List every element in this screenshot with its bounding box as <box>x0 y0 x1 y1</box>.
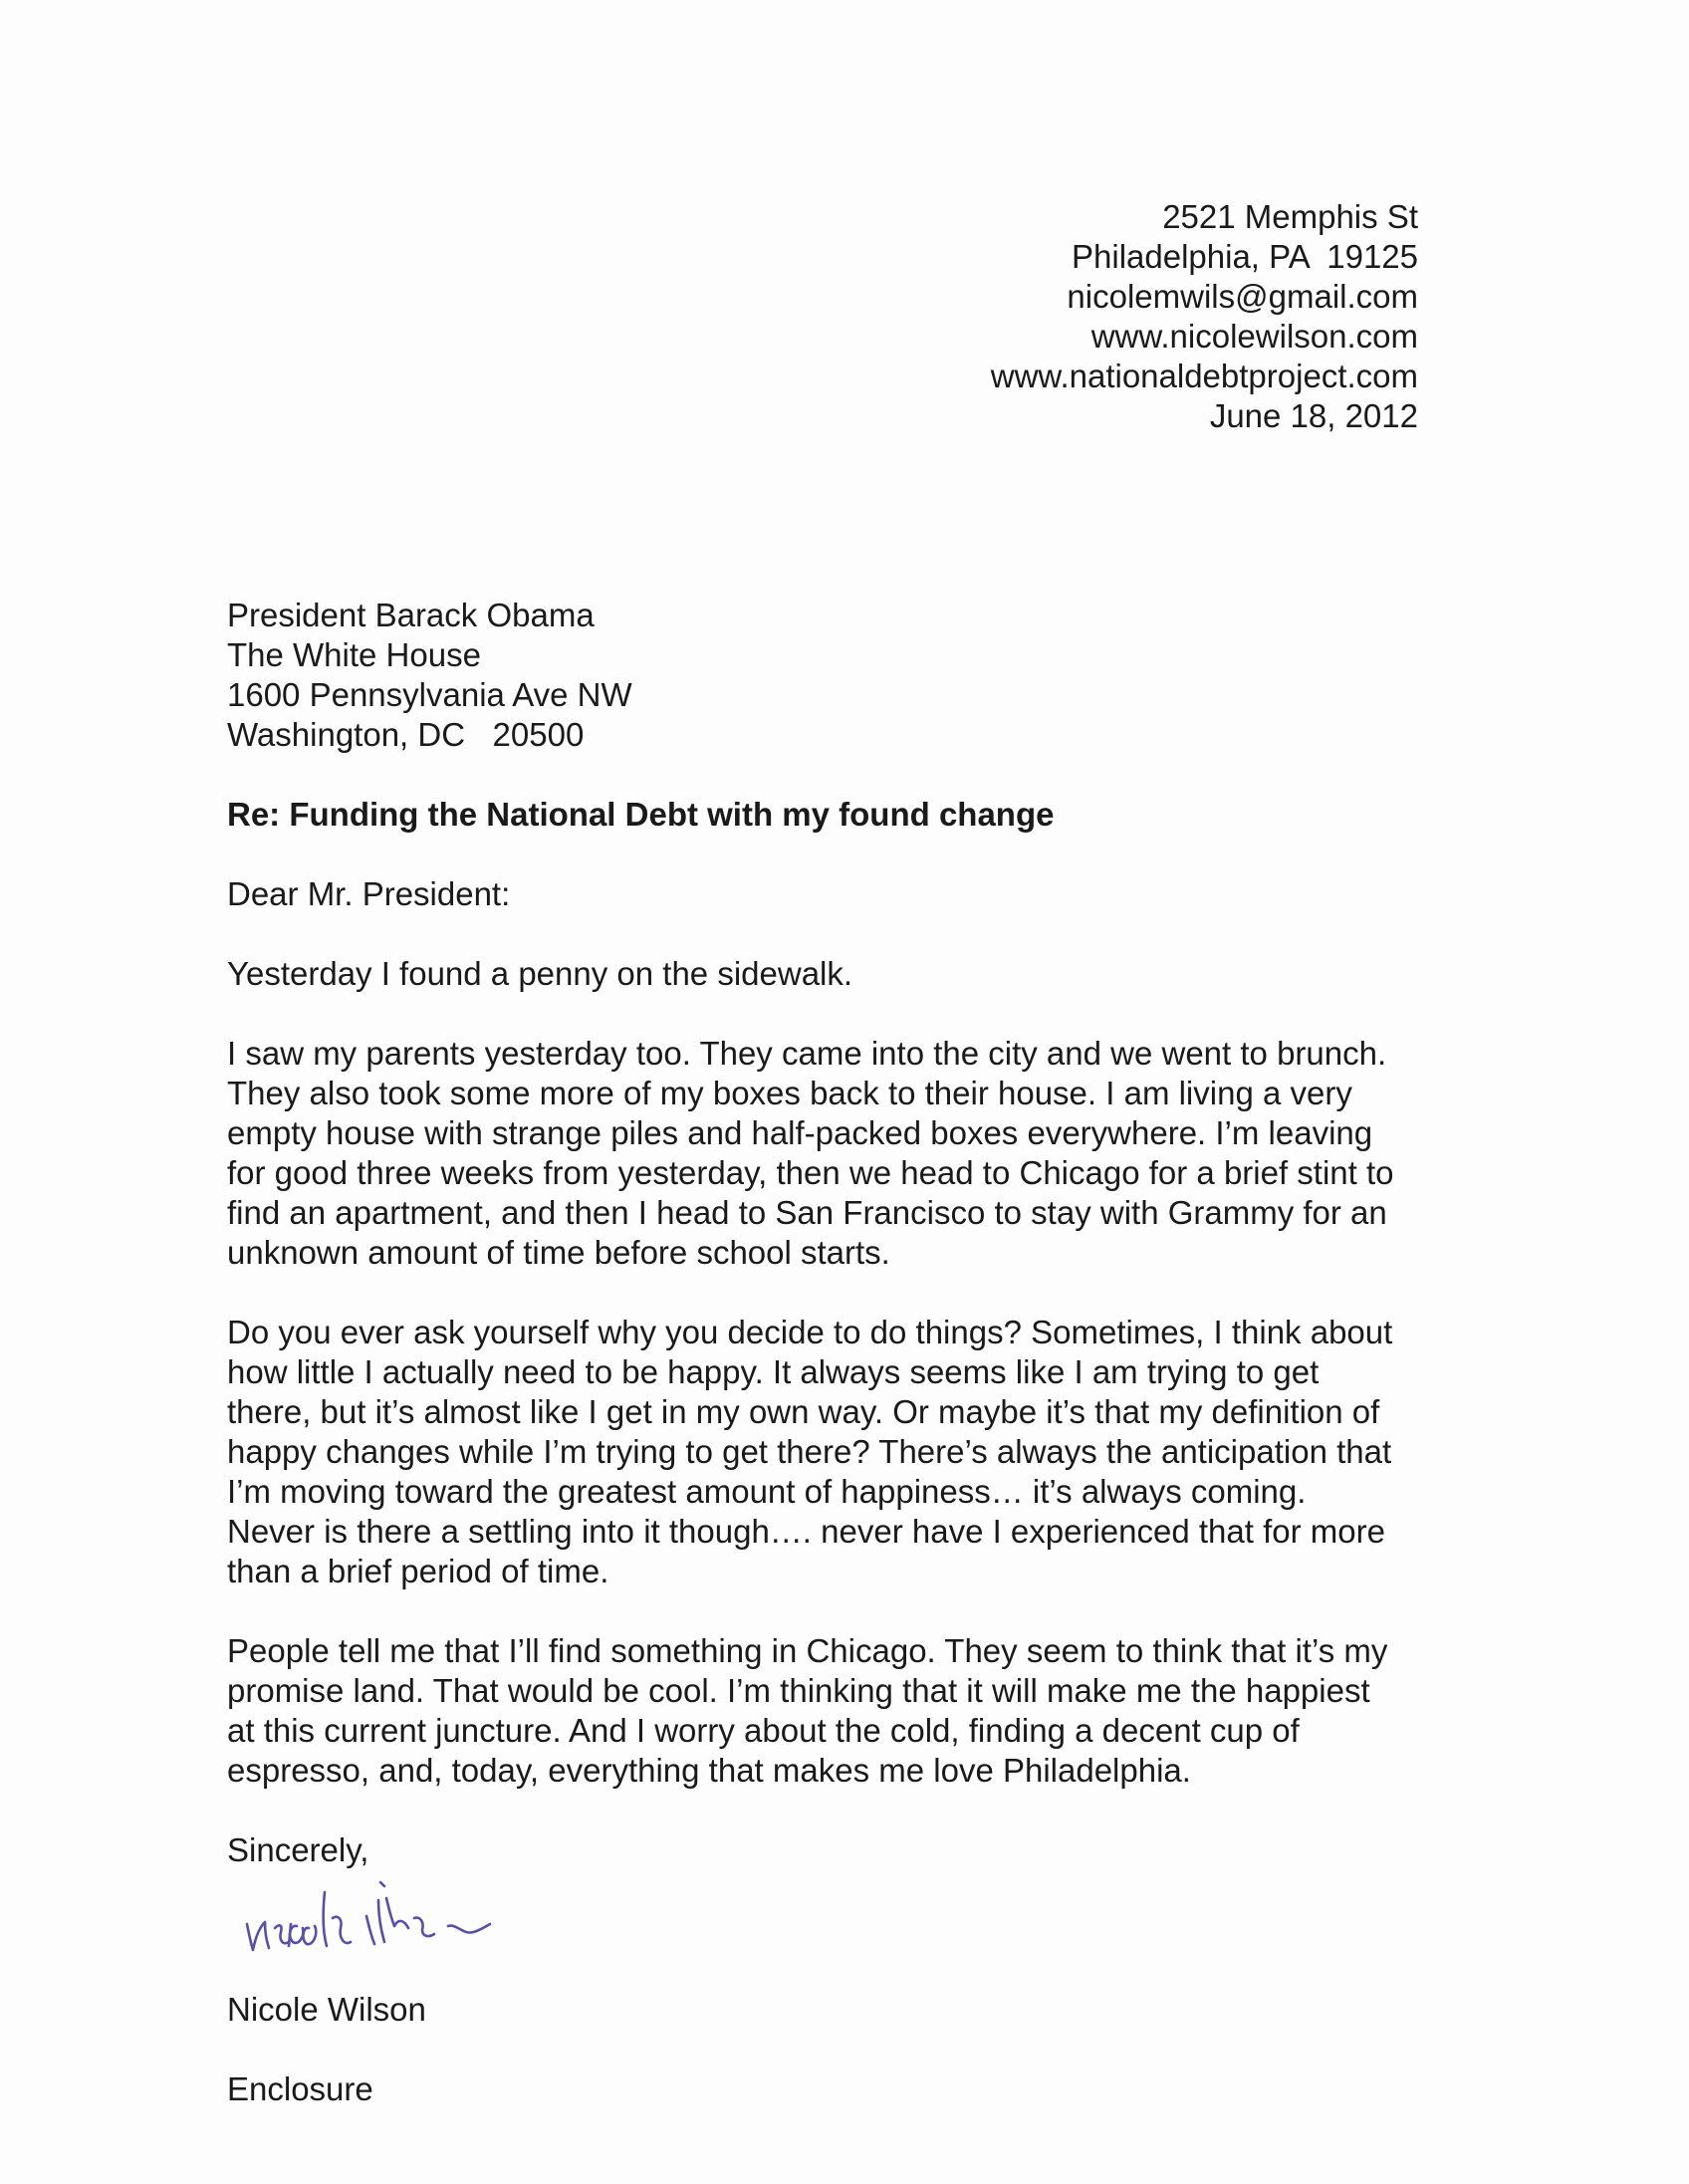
handwritten-signature <box>239 1862 617 1972</box>
subject-line: Re: Funding the National Debt with my found change <box>227 796 1055 833</box>
sender-city-state-zip: Philadelphia, PA 19125 <box>1072 238 1418 275</box>
recipient-city-state-zip: Washington, DC 20500 <box>227 716 585 753</box>
body-line: for good three weeks from yesterday, then we head to Chicago for a brief stint to <box>227 1154 1394 1191</box>
letter-date: June 18, 2012 <box>1209 397 1418 434</box>
body-line: promise land. That would be cool. I’m thinking that it will make me the happiest <box>227 1672 1370 1709</box>
sender-street: 2521 Memphis St <box>1162 198 1418 235</box>
body-line: I saw my parents yesterday too. They came into the city and we went to brunch. <box>227 1035 1387 1072</box>
recipient-name: President Barack Obama <box>227 597 595 633</box>
body-line: empty house with strange piles and half-packed boxes everywhere. I’m leaving <box>227 1114 1373 1151</box>
body-line: there, but it’s almost like I get in my own way. Or maybe it’s that my definition of <box>227 1393 1380 1430</box>
body-line: They also took some more of my boxes back to their house. I am living a very <box>227 1075 1352 1111</box>
body-paragraph-4 <box>227 1631 1422 1791</box>
body-line: espresso, and, today, everything that makes me love Philadelphia. <box>227 1752 1191 1789</box>
recipient-organization: The White House <box>227 636 481 673</box>
salutation: Dear Mr. President: <box>227 875 511 912</box>
body-paragraph-1 <box>227 954 1422 994</box>
body-line: Never is there a settling into it though…. never have I experienced that for more <box>227 1513 1385 1550</box>
enclosure-note: Enclosure <box>227 2070 373 2107</box>
body-paragraph-3 <box>227 1313 1422 1591</box>
body-line: I’m moving toward the greatest amount of happiness… it’s always coming. <box>227 1473 1307 1510</box>
body-line: how little I actually need to be happy. It always seems like I am trying to get <box>227 1353 1320 1390</box>
recipient-address-block <box>227 596 632 755</box>
body-line: Yesterday I found a penny on the sidewalk. <box>227 955 853 992</box>
body-line: happy changes while I’m trying to get there? There’s always the anticipation that <box>227 1433 1392 1470</box>
signer-name: Nicole Wilson <box>227 1991 426 2028</box>
body-paragraph-2 <box>227 1034 1422 1273</box>
recipient-street: 1600 Pennsylvania Ave NW <box>227 676 632 713</box>
body-line: People tell me that I’ll find something in Chicago. They seem to think that it’s my <box>227 1632 1388 1669</box>
body-line: than a brief period of time. <box>227 1553 609 1589</box>
sender-website-2: www.nationaldebtproject.com <box>990 358 1418 394</box>
closing: Sincerely, <box>227 1831 369 1868</box>
sender-website-1: www.nicolewilson.com <box>1090 318 1418 355</box>
body-line: unknown amount of time before school starts. <box>227 1234 890 1271</box>
sender-address-block <box>991 197 1418 436</box>
body-line: find an apartment, and then I head to San Francisco to stay with Grammy for an <box>227 1194 1387 1231</box>
body-line: at this current juncture. And I worry about the cold, finding a decent cup of <box>227 1712 1300 1749</box>
body-line: Do you ever ask yourself why you decide to do things? Sometimes, I think about <box>227 1314 1393 1350</box>
sender-email: nicolemwils@gmail.com <box>1067 278 1418 315</box>
